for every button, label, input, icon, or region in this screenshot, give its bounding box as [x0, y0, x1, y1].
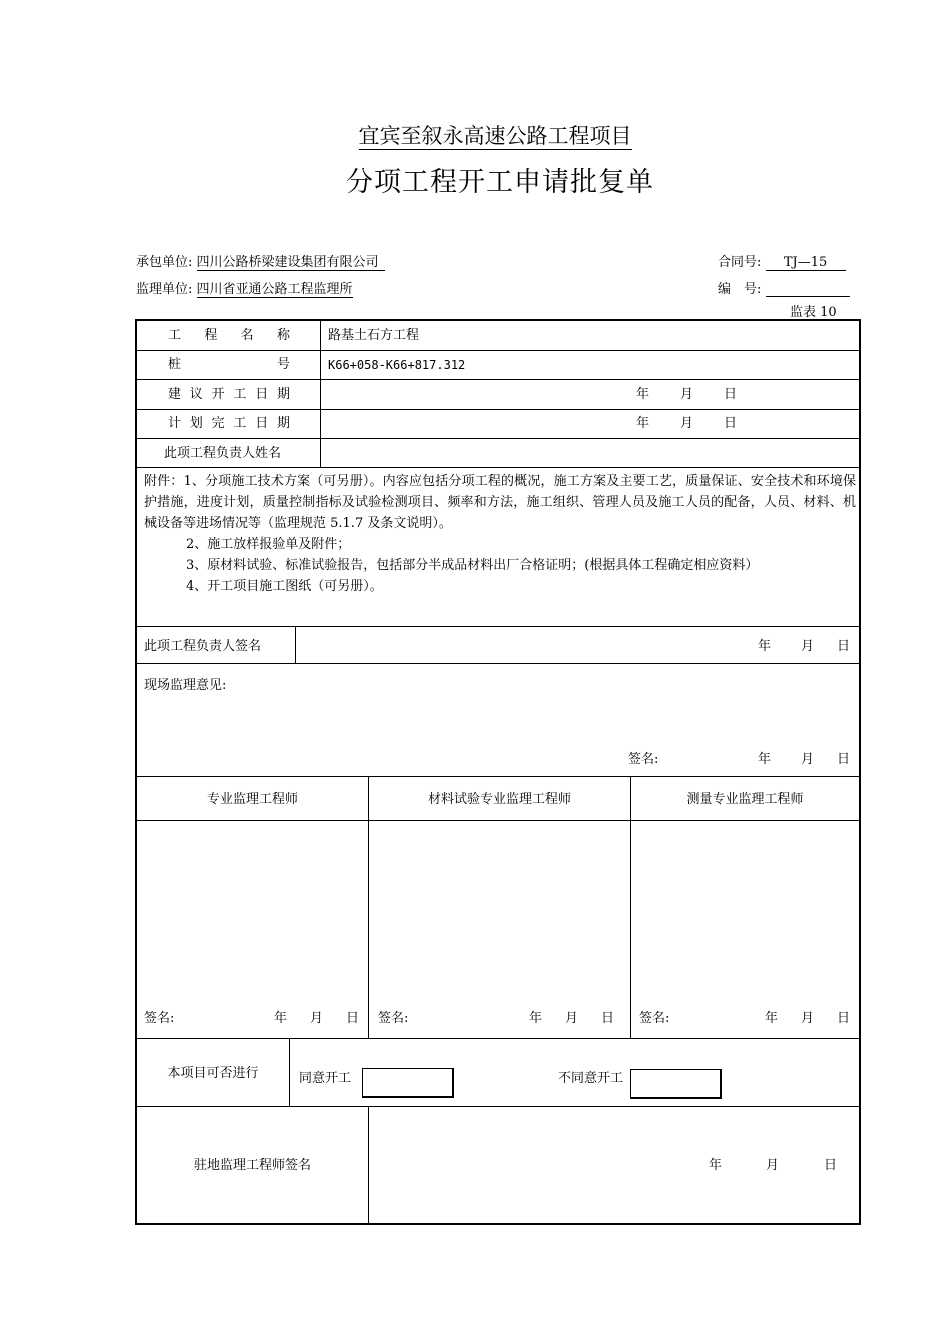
agree-checkbox[interactable]	[362, 1068, 454, 1098]
engineer-3-sign-label: 签名:	[639, 1011, 670, 1026]
start-date-day: 日	[724, 387, 738, 402]
engineer-2-year: 年	[529, 1011, 543, 1026]
supervisor-label: 监理单位:	[136, 282, 193, 297]
responsible-sign-month: 月	[801, 639, 815, 654]
number-line	[718, 278, 850, 297]
station-label: 桩 号	[168, 357, 290, 372]
contract-no-value: TJ—15	[766, 255, 846, 271]
contract-no-label: 合同号:	[718, 255, 762, 270]
attachments-block	[144, 471, 856, 597]
resident-engineer-day: 日	[824, 1158, 838, 1173]
site-opinion-sign-label: 签名:	[628, 752, 659, 767]
engineer-1-year: 年	[274, 1011, 288, 1026]
site-opinion-year: 年	[758, 752, 772, 767]
form-title: 分项工程开工申请批复单	[346, 167, 654, 198]
site-opinion-day: 日	[837, 752, 851, 767]
contract-no-line	[718, 251, 846, 271]
engineer-1-day: 日	[346, 1011, 360, 1026]
start-date-year: 年	[636, 387, 650, 402]
contractor-line	[136, 251, 385, 270]
engineer-2-month: 月	[565, 1011, 579, 1026]
decision-label: 本项目可否进行	[167, 1066, 259, 1081]
contractor-label: 承包单位:	[136, 255, 193, 270]
attachment-item-4: 4、开工项目施工图纸（可另册）。	[186, 579, 383, 594]
start-date-month: 月	[680, 387, 694, 402]
site-opinion-month: 月	[801, 752, 815, 767]
responsible-sign-year: 年	[758, 639, 772, 654]
resident-engineer-label: 驻地监理工程师签名	[193, 1158, 311, 1173]
agree-label: 同意开工	[299, 1071, 352, 1086]
project-title: 宜宾至叙永高速公路工程项目	[358, 124, 632, 148]
disagree-checkbox[interactable]	[630, 1069, 722, 1099]
engineer-col-3-header: 测量专业监理工程师	[686, 792, 804, 807]
station-value: K66+058-K66+817.312	[328, 358, 466, 372]
engineer-1-month: 月	[310, 1011, 324, 1026]
number-value	[766, 281, 850, 297]
number-label: 编 号:	[718, 282, 762, 297]
responsible-sign-day: 日	[837, 639, 851, 654]
attachment-item-2: 2、施工放样报验单及附件；	[186, 537, 351, 552]
form-code: 监表 10	[790, 305, 837, 320]
finish-date-day: 日	[724, 416, 738, 431]
supervisor-value: 四川省亚通公路工程监理所	[196, 282, 353, 297]
engineer-1-sign-label: 签名:	[144, 1011, 175, 1026]
engineer-2-day: 日	[601, 1011, 615, 1026]
responsible-sign-label: 此项工程负责人签名	[144, 639, 262, 654]
resident-engineer-year: 年	[709, 1158, 723, 1173]
site-opinion-label: 现场监理意见:	[144, 678, 227, 693]
project-name-value: 路基土石方工程	[328, 328, 420, 343]
engineer-3-day: 日	[837, 1011, 851, 1026]
responsible-name-label: 此项工程负责人姓名	[164, 446, 282, 461]
contractor-value: 四川公路桥梁建设集团有限公司	[197, 255, 385, 271]
supervisor-line	[136, 278, 353, 297]
attachment-item-1: 附件：1、分项施工技术方案（可另册）。内容应包括分项工程的概况，施工方案及主要工艺，质量保证、安全技术和环境保护措施，进度计划，质量控制指标及试验检测项目、频率和方法，施工组织、管理人员及施工人员的配备，人员、材料、机械设备等进场情况等（监理规范 5.1.7 及条文说明）。	[144, 474, 856, 531]
start-date-label: 建 议 开 工 日 期	[168, 387, 290, 402]
engineer-2-sign-label: 签名:	[378, 1011, 409, 1026]
finish-date-label: 计 划 完 工 日 期	[168, 416, 290, 431]
disagree-label: 不同意开工	[558, 1071, 624, 1086]
engineer-col-1-header: 专业监理工程师	[206, 792, 298, 807]
engineer-col-2-header: 材料试验专业监理工程师	[427, 792, 571, 807]
finish-date-month: 月	[680, 416, 694, 431]
project-name-label: 工 程 名 称	[168, 328, 290, 343]
attachment-item-3: 3、原材料试验、标准试验报告，包括部分半成品材料出厂合格证明；(根据具体工程确定相应资料）	[186, 558, 759, 573]
finish-date-year: 年	[636, 416, 650, 431]
engineer-3-year: 年	[765, 1011, 779, 1026]
engineer-3-month: 月	[801, 1011, 815, 1026]
resident-engineer-month: 月	[766, 1158, 780, 1173]
